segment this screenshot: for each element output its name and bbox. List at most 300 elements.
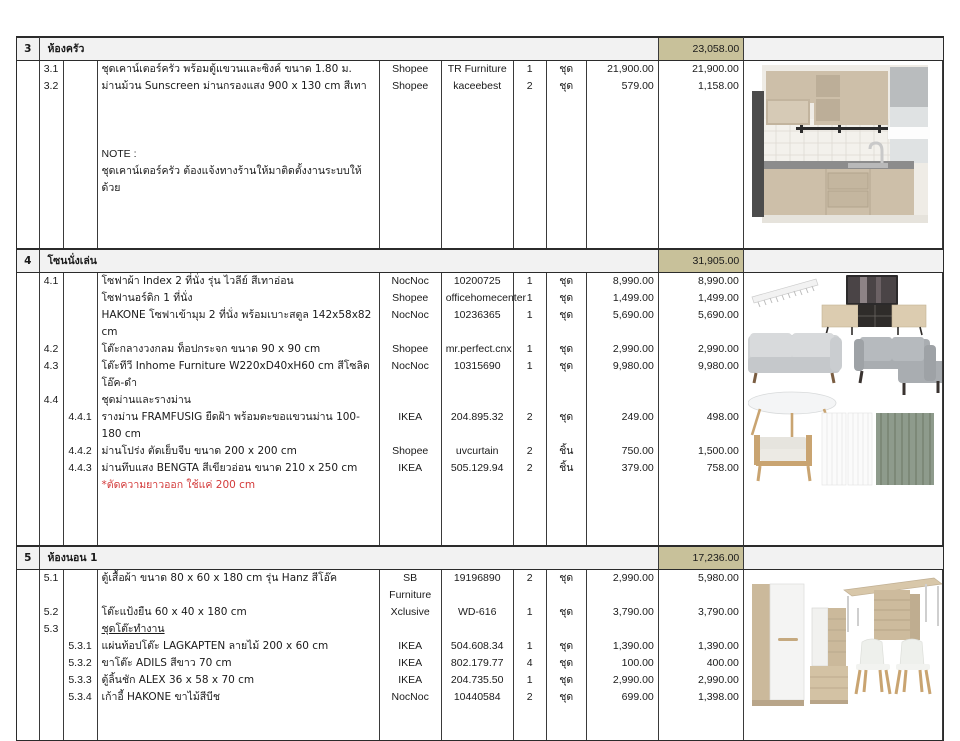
row-unit-price: 2,990.00	[586, 341, 658, 358]
spacer	[379, 231, 441, 248]
row-subnumber	[39, 655, 63, 672]
spacer	[586, 528, 658, 545]
row-qty: 2	[513, 409, 546, 443]
spacer	[513, 231, 546, 248]
row-shop: Shopee	[379, 443, 441, 460]
section-rows-3	[17, 61, 943, 248]
spacer	[63, 477, 97, 494]
spacer	[379, 528, 441, 545]
row-description: โต๊ะแป้งยืน 60 x 40 x 180 cm	[97, 604, 379, 621]
row-description: ตู้เสื้อผ้า ขนาด 80 x 60 x 180 cm รุ่น Hanz สีโอ๊ค	[97, 570, 379, 604]
spacer	[441, 163, 513, 197]
section-rows-4	[17, 273, 943, 545]
row-spacer-col	[17, 392, 39, 409]
spacer	[63, 163, 97, 197]
section-header-row	[17, 250, 943, 273]
row-amount: 498.00	[658, 409, 743, 443]
row-code: WD-616	[441, 604, 513, 621]
row-spacer-col	[17, 689, 39, 706]
row-unit: ชุด	[546, 689, 586, 706]
spacer	[39, 511, 63, 528]
row-description: ม่านโปร่ง ตัดเย็บจีบ ขนาด 200 x 200 cm	[97, 443, 379, 460]
row-shop: NocNoc	[379, 689, 441, 706]
spacer	[97, 231, 379, 248]
row-subsubnumber	[63, 78, 97, 95]
row-amount: 3,790.00	[658, 604, 743, 621]
row-description: ชุดเคาน์เตอร์ครัว พร้อมตู้แขวนและซิงค์ ขนาด 1.80 ม.	[97, 61, 379, 78]
spacer	[546, 163, 586, 197]
row-shop: NocNoc	[379, 307, 441, 341]
row-description: ชุดม่านและรางม่าน	[97, 392, 379, 409]
row-subsubnumber: 5.3.2	[63, 655, 97, 672]
row-subnumber: 5.2	[39, 604, 63, 621]
row-unit: ชุด	[546, 638, 586, 655]
spacer	[379, 146, 441, 163]
row-subnumber: 4.1	[39, 273, 63, 290]
row-unit-price: 379.00	[586, 460, 658, 477]
row-unit-price: 8,990.00	[586, 273, 658, 290]
row-shop	[379, 392, 441, 409]
row-qty: 1	[513, 341, 546, 358]
section-title: ห้องครัว	[39, 38, 659, 61]
row-shop: IKEA	[379, 409, 441, 443]
row-amount	[658, 392, 743, 409]
row-spacer-col	[17, 341, 39, 358]
spacer	[17, 528, 39, 545]
row-spacer-col	[17, 443, 39, 460]
row-qty: 1	[513, 273, 546, 290]
spacer	[441, 129, 513, 146]
spacer	[513, 723, 546, 740]
row-code: uvcurtain	[441, 443, 513, 460]
spacer	[513, 477, 546, 494]
row-unit	[546, 621, 586, 638]
row-subnumber	[39, 689, 63, 706]
row-code: 10440584	[441, 689, 513, 706]
row-amount: 2,990.00	[658, 341, 743, 358]
row-unit: ชุด	[546, 409, 586, 443]
section-block-3	[17, 37, 943, 249]
row-qty	[513, 621, 546, 638]
row-unit-price: 750.00	[586, 443, 658, 460]
living-zone-furniture-collage	[748, 273, 943, 488]
row-code: 19196890	[441, 570, 513, 604]
spacer	[39, 129, 63, 146]
spacer	[546, 494, 586, 511]
spacer	[39, 95, 63, 112]
bedroom-furniture-collage	[748, 570, 943, 715]
section-title: ห้องนอน 1	[39, 547, 659, 570]
spacer	[63, 214, 97, 231]
row-unit-price: 9,980.00	[586, 358, 658, 392]
row-amount	[658, 621, 743, 638]
spacer	[586, 723, 658, 740]
row-code: 10236365	[441, 307, 513, 341]
row-amount: 21,900.00	[658, 61, 743, 78]
spacer	[97, 112, 379, 129]
row-spacer-col	[17, 358, 39, 392]
section-image-bedroom	[743, 570, 942, 740]
spacer	[97, 706, 379, 723]
boq-sheet	[16, 36, 944, 741]
row-shop: Shopee	[379, 290, 441, 307]
spacer	[97, 528, 379, 545]
spacer	[658, 214, 743, 231]
row-code: mr.perfect.cnx	[441, 341, 513, 358]
tv-image	[846, 275, 898, 308]
spacer	[17, 112, 39, 129]
spacer	[658, 129, 743, 146]
row-shop: Shopee	[379, 78, 441, 95]
row-unit: ชุด	[546, 78, 586, 95]
row-description: ชุดโต๊ะทำงาน	[97, 621, 379, 638]
row-subnumber	[39, 460, 63, 477]
row-unit-price: 579.00	[586, 78, 658, 95]
row-shop: IKEA	[379, 655, 441, 672]
row-unit-price: 3,790.00	[586, 604, 658, 621]
spacer	[379, 723, 441, 740]
row-subsubnumber	[63, 392, 97, 409]
spacer	[441, 112, 513, 129]
row-qty: 1	[513, 290, 546, 307]
spacer	[39, 112, 63, 129]
row-unit: ชุด	[546, 273, 586, 290]
spacer	[546, 95, 586, 112]
spacer	[513, 197, 546, 214]
row-subnumber	[39, 409, 63, 443]
spacer	[441, 723, 513, 740]
row-code: 10315690	[441, 358, 513, 392]
row-qty: 1	[513, 604, 546, 621]
spacer	[513, 511, 546, 528]
section-block-5	[17, 546, 943, 740]
row-unit: ชุด	[546, 358, 586, 392]
row-subsubnumber	[63, 290, 97, 307]
row-qty: 1	[513, 61, 546, 78]
row-amount: 1,390.00	[658, 638, 743, 655]
spacer	[441, 146, 513, 163]
section-block-4	[17, 249, 943, 546]
row-shop: SB Furniture	[379, 570, 441, 604]
row-unit: ชุด	[546, 61, 586, 78]
spacer	[39, 231, 63, 248]
spacer	[97, 95, 379, 112]
row-subsubnumber	[63, 358, 97, 392]
row-shop: IKEA	[379, 638, 441, 655]
row-qty: 1	[513, 672, 546, 689]
wardrobe-image	[752, 584, 804, 706]
row-qty: 2	[513, 443, 546, 460]
spacer	[586, 129, 658, 146]
spacer	[17, 163, 39, 197]
spacer	[658, 231, 743, 248]
row-shop: Shopee	[379, 341, 441, 358]
spacer	[63, 511, 97, 528]
row-subsubnumber: 4.4.3	[63, 460, 97, 477]
spacer	[586, 197, 658, 214]
row-spacer-col	[17, 409, 39, 443]
blackout-curtain-image	[876, 413, 934, 485]
row-unit: ชุด	[546, 604, 586, 621]
spacer	[97, 214, 379, 231]
spacer	[39, 706, 63, 723]
row-description: ขาโต๊ะ ADILS สีขาว 70 cm	[97, 655, 379, 672]
row-code: 802.179.77	[441, 655, 513, 672]
spacer	[97, 197, 379, 214]
row-amount: 1,398.00	[658, 689, 743, 706]
row-unit-price: 100.00	[586, 655, 658, 672]
spacer	[513, 129, 546, 146]
row-qty: 2	[513, 460, 546, 477]
row-code: 204.895.32	[441, 409, 513, 443]
spacer	[63, 231, 97, 248]
spacer	[97, 129, 379, 146]
row-subsubnumber	[63, 621, 97, 638]
spacer	[63, 112, 97, 129]
row-qty: 1	[513, 638, 546, 655]
spacer	[441, 706, 513, 723]
spacer	[17, 494, 39, 511]
row-amount: 1,500.00	[658, 443, 743, 460]
row-description: ตู้ลิ้นชัก ALEX 36 x 58 x 70 cm	[97, 672, 379, 689]
spacer	[97, 723, 379, 740]
spacer	[17, 214, 39, 231]
section-image-spacer	[744, 547, 943, 570]
row-description: แผ่นท้อปโต๊ะ LAGKAPTEN ลายไม้ 200 x 60 cm	[97, 638, 379, 655]
spacer	[39, 146, 63, 163]
spacer	[379, 214, 441, 231]
spacer	[17, 511, 39, 528]
spacer	[546, 112, 586, 129]
row-unit-price: 2,990.00	[586, 672, 658, 689]
row-subnumber	[39, 443, 63, 460]
spacer	[39, 197, 63, 214]
row-subnumber: 4.4	[39, 392, 63, 409]
spacer	[39, 214, 63, 231]
row-spacer-col	[17, 621, 39, 638]
row-qty: 1	[513, 358, 546, 392]
spacer	[441, 214, 513, 231]
row-description: โซฟานอร์ดิก 1 ที่นั่ง	[97, 290, 379, 307]
spacer	[379, 163, 441, 197]
row-unit-price: 5,690.00	[586, 307, 658, 341]
row-unit-price: 1,499.00	[586, 290, 658, 307]
row-unit	[546, 392, 586, 409]
row-unit: ชุด	[546, 307, 586, 341]
row-subnumber: 4.3	[39, 358, 63, 392]
table-row	[17, 570, 943, 604]
spacer	[441, 511, 513, 528]
spacer	[586, 494, 658, 511]
row-unit: ชุด	[546, 655, 586, 672]
row-description: รางม่าน FRAMFUSIG ยืดฝ้า พร้อมตะขอแขวนม่าน 100-180 cm	[97, 409, 379, 443]
spacer	[546, 146, 586, 163]
row-description: เก้าอี้ HAKONE ขาไม้สีบีช	[97, 689, 379, 706]
spacer	[379, 511, 441, 528]
section-number: 5	[17, 547, 39, 570]
row-description: โซฟาผ้า Index 2 ที่นั่ง รุ่น ไวลีย์ สีเทาอ่อน	[97, 273, 379, 290]
row-shop: Shopee	[379, 61, 441, 78]
row-spacer-col	[17, 61, 39, 78]
row-spacer-col	[17, 570, 39, 604]
section-image-spacer	[744, 250, 943, 273]
row-spacer-col	[17, 290, 39, 307]
spacer	[441, 494, 513, 511]
spacer	[546, 197, 586, 214]
row-unit-price: 1,390.00	[586, 638, 658, 655]
row-shop: IKEA	[379, 460, 441, 477]
spacer	[39, 494, 63, 511]
row-subnumber: 5.1	[39, 570, 63, 604]
spacer	[17, 129, 39, 146]
spacer	[441, 231, 513, 248]
row-amount: 9,980.00	[658, 358, 743, 392]
spacer	[17, 477, 39, 494]
row-shop: IKEA	[379, 672, 441, 689]
row-amount: 1,158.00	[658, 78, 743, 95]
spacer	[546, 723, 586, 740]
spacer	[586, 706, 658, 723]
row-subnumber	[39, 638, 63, 655]
spacer	[379, 477, 441, 494]
section-rows-5	[17, 570, 943, 740]
row-code	[441, 392, 513, 409]
row-description: โต๊ะทีวี Inhome Furniture W220xD40xH60 cm สีโซลิดโอ๊ค-ดำ	[97, 358, 379, 392]
row-amount: 2,990.00	[658, 672, 743, 689]
row-subsubnumber	[63, 273, 97, 290]
row-subnumber: 4.2	[39, 341, 63, 358]
spacer	[379, 494, 441, 511]
row-spacer-col	[17, 604, 39, 621]
spacer	[586, 231, 658, 248]
row-code: 505.129.94	[441, 460, 513, 477]
row-subsubnumber	[63, 604, 97, 621]
spacer	[379, 197, 441, 214]
spacer	[586, 112, 658, 129]
spacer	[441, 477, 513, 494]
section-total: 23,058.00	[659, 38, 744, 61]
row-unit: ชุด	[546, 570, 586, 604]
spacer	[513, 112, 546, 129]
spacer	[586, 95, 658, 112]
row-unit-price	[586, 621, 658, 638]
row-amount: 5,690.00	[658, 307, 743, 341]
spacer	[441, 95, 513, 112]
row-code: 10200725	[441, 273, 513, 290]
row-shop	[379, 621, 441, 638]
vanity-dresser-image	[810, 608, 848, 704]
row-unit-price: 2,990.00	[586, 570, 658, 604]
row-subnumber	[39, 307, 63, 341]
spacer	[39, 528, 63, 545]
row-code	[441, 621, 513, 638]
row-qty: 2	[513, 689, 546, 706]
section-image-living	[743, 273, 942, 545]
spacer	[379, 706, 441, 723]
spacer	[658, 197, 743, 214]
section-image-spacer	[744, 38, 943, 61]
row-description: โต๊ะกลางวงกลม ท็อปกระจก ขนาด 90 x 90 cm	[97, 341, 379, 358]
row-unit: ชุด	[546, 672, 586, 689]
section-number: 3	[17, 38, 39, 61]
spacer	[546, 477, 586, 494]
row-annotation: *ตัดความยาวออก ใช้แค่ 200 cm	[97, 477, 379, 494]
note-label: NOTE :	[97, 146, 379, 163]
row-spacer-col	[17, 672, 39, 689]
spacer	[658, 163, 743, 197]
spacer	[39, 477, 63, 494]
spacer	[546, 511, 586, 528]
table-row	[17, 61, 943, 78]
spacer	[39, 723, 63, 740]
section-header-table-4	[17, 249, 943, 273]
spacer	[658, 528, 743, 545]
spacer	[17, 146, 39, 163]
spacer	[546, 706, 586, 723]
spacer	[97, 494, 379, 511]
spacer	[586, 163, 658, 197]
spacer	[513, 528, 546, 545]
spacer	[513, 706, 546, 723]
row-unit-price	[586, 392, 658, 409]
row-subsubnumber	[63, 61, 97, 78]
spacer	[379, 112, 441, 129]
row-description: ม่านทึบแสง BENGTA สีเขียวอ่อน ขนาด 210 x 250 cm	[97, 460, 379, 477]
spacer	[513, 163, 546, 197]
row-spacer-col	[17, 638, 39, 655]
spacer	[63, 723, 97, 740]
section-header-row	[17, 547, 943, 570]
spacer	[17, 95, 39, 112]
spacer	[39, 163, 63, 197]
row-unit: ชิ้น	[546, 460, 586, 477]
spacer	[658, 706, 743, 723]
spacer	[586, 477, 658, 494]
row-code: officehomecenter	[441, 290, 513, 307]
row-spacer-col	[17, 273, 39, 290]
row-spacer-col	[17, 655, 39, 672]
row-code: 204.735.50	[441, 672, 513, 689]
row-amount: 758.00	[658, 460, 743, 477]
kitchen-counter-render	[748, 61, 943, 226]
table-row	[17, 273, 943, 290]
row-description: ม่านม้วน Sunscreen ม่านกรองแสง 900 x 130 cm สีเทา	[97, 78, 379, 95]
row-subsubnumber: 4.4.2	[63, 443, 97, 460]
row-shop: NocNoc	[379, 273, 441, 290]
row-subsubnumber: 5.3.1	[63, 638, 97, 655]
spacer	[658, 494, 743, 511]
row-subsubnumber	[63, 570, 97, 604]
row-subnumber	[39, 290, 63, 307]
row-subnumber	[39, 672, 63, 689]
spacer	[17, 723, 39, 740]
section-title: โซนนั่งเล่น	[39, 250, 659, 273]
spacer	[379, 129, 441, 146]
spacer	[17, 231, 39, 248]
row-subsubnumber: 4.4.1	[63, 409, 97, 443]
row-unit-price: 21,900.00	[586, 61, 658, 78]
section-header-table-3	[17, 37, 943, 61]
spacer	[63, 528, 97, 545]
spacer	[513, 146, 546, 163]
row-unit-price: 699.00	[586, 689, 658, 706]
spacer	[63, 197, 97, 214]
row-code: TR Furniture	[441, 61, 513, 78]
row-amount: 8,990.00	[658, 273, 743, 290]
row-subsubnumber: 5.3.3	[63, 672, 97, 689]
row-code: kaceebest	[441, 78, 513, 95]
spacer	[63, 706, 97, 723]
